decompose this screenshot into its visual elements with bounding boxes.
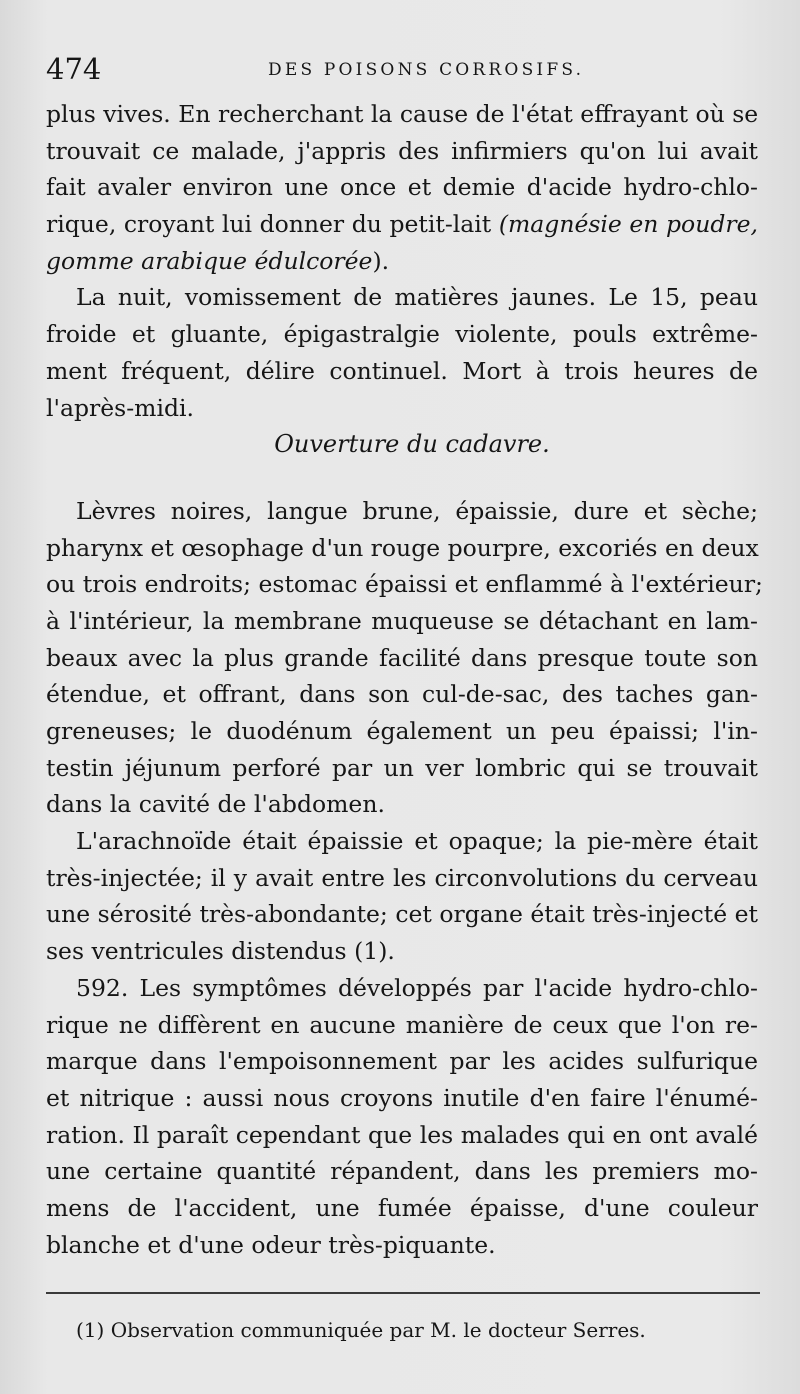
running-title: DES POISONS CORROSIFS. [268,60,585,80]
text-line: une sérosité très-abondante; cet organe était très-injecté et [46,900,758,929]
text-line: très-injectée; il y avait entre les circonvolutions du cerveau [46,863,758,892]
text-line: fait avaler environ une once et demie d'acide hydro-chlo- [46,173,758,202]
text-line: ses ventricules distendus (1). [46,937,395,966]
paragraph-3 [46,493,763,823]
page-number: 474 [46,52,102,86]
text-line: rique ne diffèrent en aucune manière de ceux que l'on re- [46,1010,758,1039]
text-line: Lèvres noires, langue brune, épaissie, dure et sèche; [76,496,758,525]
text-line: et nitrique : aussi nous croyons inutile d'en faire l'énumé- [46,1083,758,1112]
text-line: une certaine quantité répandent, dans les premiers mo- [46,1157,758,1186]
italic-text: (magnésie en poudre, [498,210,758,239]
text-line: mens de l'accident, une fumée épaisse, d'une couleur [46,1193,758,1222]
text-line: à l'intérieur, la membrane muqueuse se détachant en lam- [46,606,758,635]
body-text [46,96,763,1263]
text-line: greneuses; le duodénum également un peu épaissi; l'in- [46,717,758,745]
text-line: L'arachnoïde était épaissie et opaque; la pie-mère était [76,827,758,856]
italic-text: gomme arabique édulcorée [46,246,373,275]
text-line: froide et gluante, épigastralgie violente, pouls extrême- [46,320,758,349]
paragraph-1 [46,96,758,279]
text-line: ment fréquent, délire continuel. Mort à trois heures de [46,356,758,385]
text-line: pharynx et œsophage d'un rouge pourpre, excoriés en deux [46,533,759,562]
spacer [46,463,758,493]
text-line: blanche et d'une odeur très-piquante. [46,1230,496,1259]
text-line [46,206,758,243]
text-line: dans la cavité de l'abdomen. [46,790,385,819]
page-header [46,52,760,96]
text-span: ). [372,246,390,275]
paragraph-2 [46,279,758,426]
text-line: marque dans l'empoisonnement par les acides sulfurique [46,1047,758,1076]
text-line: plus vives. En recherchant la cause de l'état effrayant où se [46,100,759,128]
paragraph-5 [46,970,758,1264]
text-line [46,243,758,280]
text-line: ou trois endroits; estomac épaissi et enflammé à l'extérieur; [46,570,763,599]
text-line: étendue, et offrant, dans son cul-de-sac, des taches gan- [46,680,758,709]
section-heading: Ouverture du cadavre. [274,430,550,459]
text-line: l'après-midi. [46,393,194,422]
text-line: trouvait ce malade, j'appris des infirmiers qu'on lui avait [46,136,758,165]
text-line: ration. Il paraît cependant que les malades qui en ont avalé [46,1120,758,1149]
text-line: La nuit, vomissement de matières jaunes. Le 15, peau [76,283,758,312]
text-line: beaux avec la plus grande facilité dans presque toute son [46,643,758,672]
text-span: rique, croyant lui donner du petit-lait [46,210,499,239]
paragraph-4 [46,823,758,970]
text-line: testin jéjunum perforé par un ver lombric qui se trouvait [46,753,758,782]
footnote-divider [46,1292,760,1294]
footnote: (1) Observation communiquée par M. le docteur Serres. [76,1318,646,1342]
text-line: 592. Les symptômes développés par l'acide hydro-chlo- [76,973,758,1002]
